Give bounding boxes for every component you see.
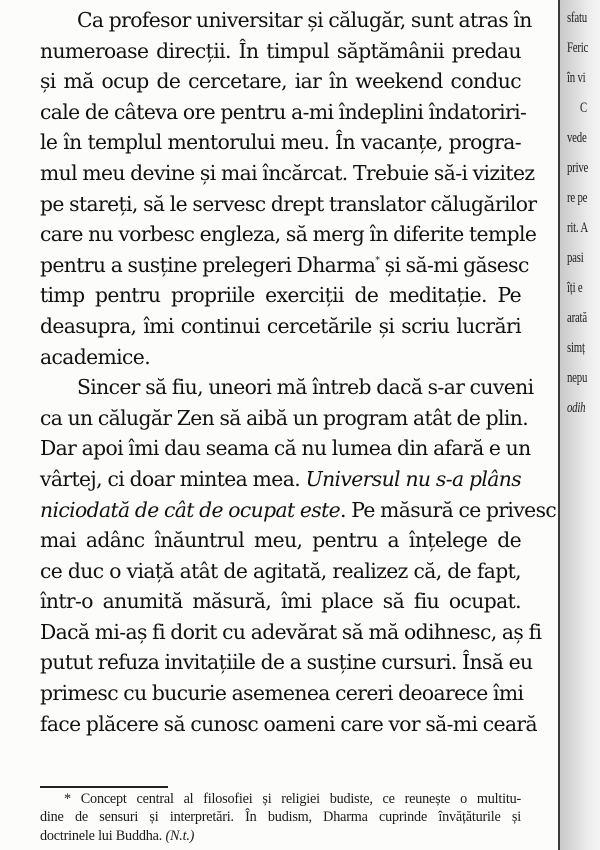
paragraph-1 (40, 5, 537, 372)
text-line: numeroase direcții. În timpul săptămânii predau (40, 38, 521, 63)
italic-quote: Universul nu s-a plâns (305, 466, 522, 491)
adjacent-text-fragment: rit. A (567, 220, 588, 236)
adjacent-text-fragment: Feric (567, 40, 589, 56)
text-segment: doctrinele lui Buddha. (40, 827, 166, 844)
adjacent-text-fragment: simț (567, 340, 585, 356)
text-segment: și să-mi găsesc (379, 252, 529, 277)
text-line: primesc cu bucurie asemenea cereri deoarece îmi (40, 681, 524, 706)
adjacent-text-fragment: îți e (567, 280, 583, 296)
adjacent-text-fragment: nepu (567, 370, 588, 386)
text-line: ca un călugăr Zen să aibă un program atât de plin. (40, 405, 529, 430)
footnote-mark: * (64, 791, 71, 807)
text-line (40, 250, 529, 281)
footnote-divider (40, 786, 168, 788)
text-line: Dar apoi îmi dau seama că nu lumea din afară e un (40, 436, 531, 461)
text-line: într-o anumită măsură, îmi place să fiu ocupat. (40, 589, 521, 614)
text-line: și mă ocup de cercetare, iar în weekend conduc (40, 69, 521, 94)
translator-note-tag: (N.t.) (165, 827, 195, 844)
adjacent-text-fragment: vede (567, 130, 587, 146)
text-line (40, 495, 557, 526)
footnote-reference[interactable]: * (375, 255, 380, 266)
text-line: timp pentru propriile exerciții de meditație. Pe (40, 283, 521, 308)
adjacent-text-fragment: odih (567, 400, 586, 416)
text-line: Ca profesor universitar și călugăr, sunt atras în (77, 8, 532, 32)
text-line: cale de câteva ore pentru a-mi îndeplini îndatoriri- (40, 99, 527, 124)
italic-quote: niciodată de cât de ocupat este (40, 497, 341, 522)
text-line: mai adânc înăuntrul meu, pentru a înțelege de (40, 528, 521, 553)
text-segment: Concept central al filosofiei și religiei budiste, ce reunește o multitu- (80, 791, 521, 807)
text-line: pe stareți, să le servesc drept translator călugărilor (40, 191, 537, 216)
adjacent-text-fragment: re pe (567, 190, 588, 206)
adjacent-text-fragment: sfatu (567, 10, 587, 26)
text-line: care nu vorbesc engleza, să merg în diferite temple (40, 222, 537, 247)
adjacent-text-fragment: prive (567, 160, 589, 176)
text-line: mul meu devine și mai încărcat. Trebuie să-i vizitez (40, 160, 535, 185)
text-line: Dacă mi-aș fi dorit cu adevărat să mă odihnesc, aș fi (40, 619, 542, 644)
text-line (40, 464, 521, 495)
text-segment: vârtej, ci doar mintea mea. (40, 466, 306, 491)
body-text (40, 5, 557, 739)
footnote-line (40, 827, 521, 845)
text-line: Sincer să fiu, uneori mă întreb dacă s-ar cuveni (77, 375, 534, 400)
adjacent-text-fragment: arată (567, 310, 587, 326)
text-line: academice. (40, 344, 151, 369)
adjacent-text-fragment: C (580, 100, 587, 116)
adjacent-page-edge (560, 0, 600, 850)
text-line: putut refuza invitațiile de a susține cursuri. Însă eu (40, 650, 533, 675)
paragraph-2 (40, 372, 557, 739)
adjacent-text-fragment: în vi (567, 70, 586, 86)
text-segment: . Pe măsură ce privesc (340, 497, 557, 522)
text-line: ce duc o viață atât de agitată, realizez că, de fapt, (40, 558, 521, 583)
text-segment: pentru a susține prelegeri Dharma (40, 252, 376, 277)
text-line: face plăcere să cunosc oameni care vor să-mi ceară (40, 711, 538, 736)
footnote-line (40, 790, 521, 808)
text-line: le în templul mentorului meu. În vacanțe, progra- (40, 130, 521, 155)
footnote-line: dine de sensuri și interpretări. În budism, Dharma cuprinde învățăturile și (40, 809, 521, 826)
text-line: deasupra, îmi continui cercetările și scriu lucrări (40, 313, 521, 338)
footnote (40, 790, 521, 845)
adjacent-text-fragment: pasi (567, 250, 584, 266)
